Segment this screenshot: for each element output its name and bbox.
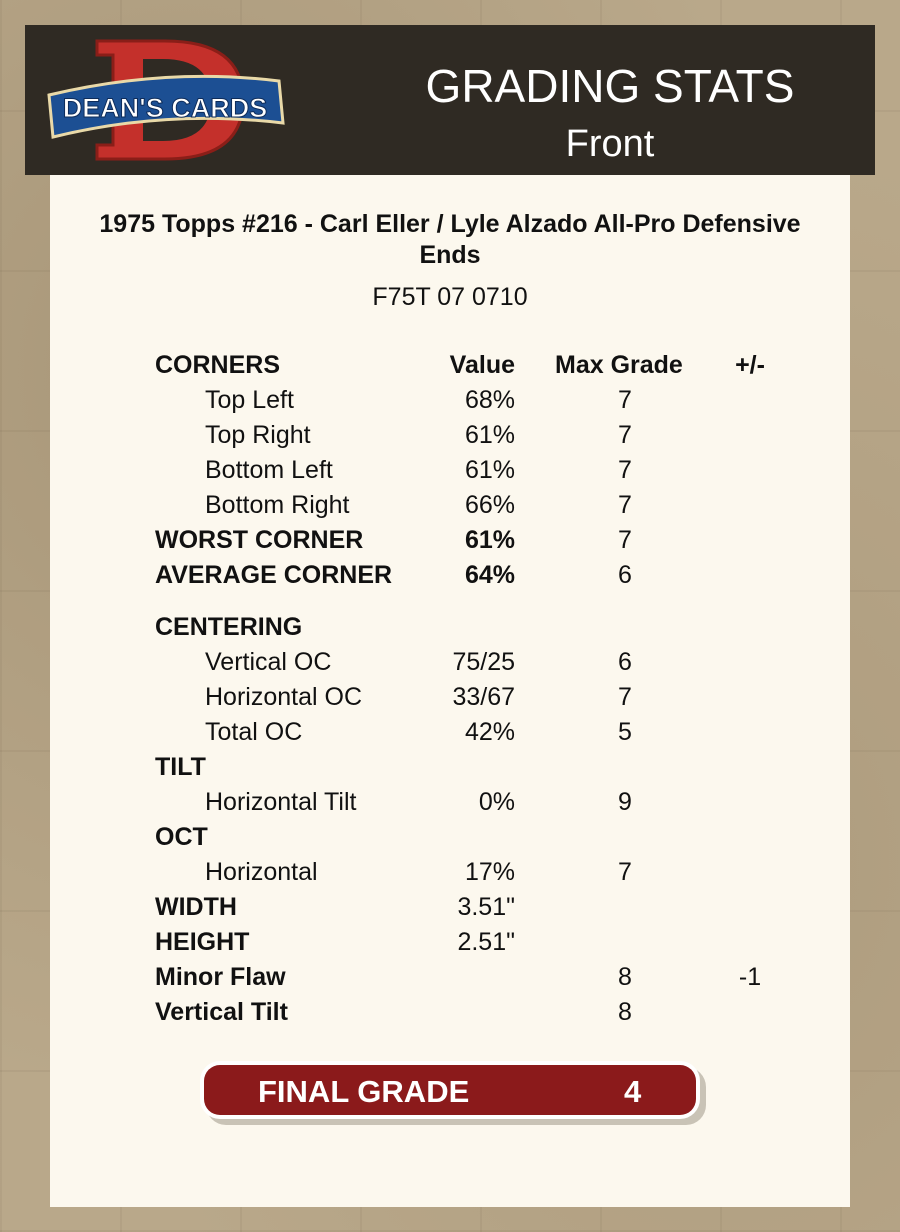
final-grade-label: FINAL GRADE <box>258 1074 470 1109</box>
table-row-label: Top Left <box>205 386 294 414</box>
table-row-value: 42% <box>464 718 515 746</box>
table-row-label: WIDTH <box>155 893 237 921</box>
logo-text: DEAN'S CARDS <box>62 93 268 123</box>
table-row-grade: 9 <box>618 788 632 816</box>
table-row-value: 75/25 <box>452 648 515 676</box>
table-row-grade: 7 <box>618 858 632 886</box>
table-row-grade: 7 <box>618 683 632 711</box>
table-row-value: 61% <box>464 421 515 449</box>
table-section-row <box>50 753 850 788</box>
table-row <box>50 526 850 561</box>
table-row <box>50 858 850 893</box>
table-row-grade: 5 <box>618 718 632 746</box>
card-code: F75T 07 0710 <box>372 283 528 311</box>
table-row-label: Horizontal OC <box>205 683 362 711</box>
table-row <box>50 718 850 753</box>
card-title: 1975 Topps #216 - Carl Eller / Lyle Alzado All-Pro Defensive Ends <box>99 210 801 269</box>
table-row-label: OCT <box>155 823 208 851</box>
table-row <box>50 386 850 421</box>
table-row-label: WORST CORNER <box>155 526 364 554</box>
stats-table <box>50 175 850 1207</box>
table-row-label: Total OC <box>205 718 303 746</box>
table-row-grade: 7 <box>618 386 632 414</box>
table-row-value: 0% <box>478 788 515 816</box>
table-row <box>50 683 850 718</box>
page-title: GRADING STATS <box>425 60 795 112</box>
table-row-value: 61% <box>464 526 515 554</box>
table-row-grade: 7 <box>618 421 632 449</box>
table-row <box>50 928 850 963</box>
table-row-grade: 8 <box>618 998 632 1026</box>
table-row-label: Horizontal <box>205 858 318 886</box>
table-row-grade: 7 <box>618 491 632 519</box>
header-bar <box>25 25 875 175</box>
table-row-label: Vertical Tilt <box>155 998 288 1026</box>
table-row <box>50 421 850 456</box>
table-section-row <box>50 823 850 858</box>
table-row-label: Vertical OC <box>205 648 332 676</box>
table-row-label: HEIGHT <box>155 928 250 956</box>
stats-card <box>50 175 850 1207</box>
table-row-grade: 7 <box>618 456 632 484</box>
table-row-grade: 6 <box>618 648 632 676</box>
table-row-label: Minor Flaw <box>155 963 286 991</box>
final-grade-badge <box>200 1061 700 1119</box>
column-header-max-grade: Max Grade <box>555 351 683 379</box>
table-row-label: CORNERS <box>155 351 281 379</box>
table-section-row <box>50 613 850 648</box>
page-subtitle: Front <box>565 123 655 165</box>
table-row-grade: 6 <box>618 561 632 589</box>
table-row-label: Bottom Right <box>205 491 350 519</box>
table-row-label: Horizontal Tilt <box>205 788 357 816</box>
table-row <box>50 788 850 823</box>
table-row-label: TILT <box>155 753 206 781</box>
table-row-label: AVERAGE CORNER <box>155 561 393 589</box>
table-row <box>50 561 850 596</box>
final-grade-bar <box>204 1065 696 1115</box>
final-grade-value: 4 <box>624 1074 642 1109</box>
table-row-grade: 8 <box>618 963 632 991</box>
table-row-value: 33/67 <box>452 683 515 711</box>
column-header-value: Value <box>449 351 515 379</box>
table-row-value: 68% <box>464 386 515 414</box>
table-row <box>50 456 850 491</box>
table-row <box>50 893 850 928</box>
table-header-row <box>50 351 850 386</box>
deans-cards-logo <box>47 37 287 163</box>
table-row-label: CENTERING <box>155 613 303 641</box>
table-row-value: 2.51" <box>457 928 515 956</box>
table-row <box>50 648 850 683</box>
table-row-plus-minus: -1 <box>738 963 762 991</box>
column-header-plus-minus: +/- <box>735 351 765 379</box>
table-row <box>50 998 850 1033</box>
table-row-value: 17% <box>464 858 515 886</box>
table-row <box>50 491 850 526</box>
table-row-label: Top Right <box>205 421 311 449</box>
table-row-value: 61% <box>464 456 515 484</box>
table-row-grade: 7 <box>618 526 632 554</box>
table-row-label: Bottom Left <box>205 456 333 484</box>
table-row-value: 64% <box>464 561 515 589</box>
table-row-value: 66% <box>464 491 515 519</box>
table-row-value: 3.51" <box>457 893 515 921</box>
table-row <box>50 963 850 998</box>
